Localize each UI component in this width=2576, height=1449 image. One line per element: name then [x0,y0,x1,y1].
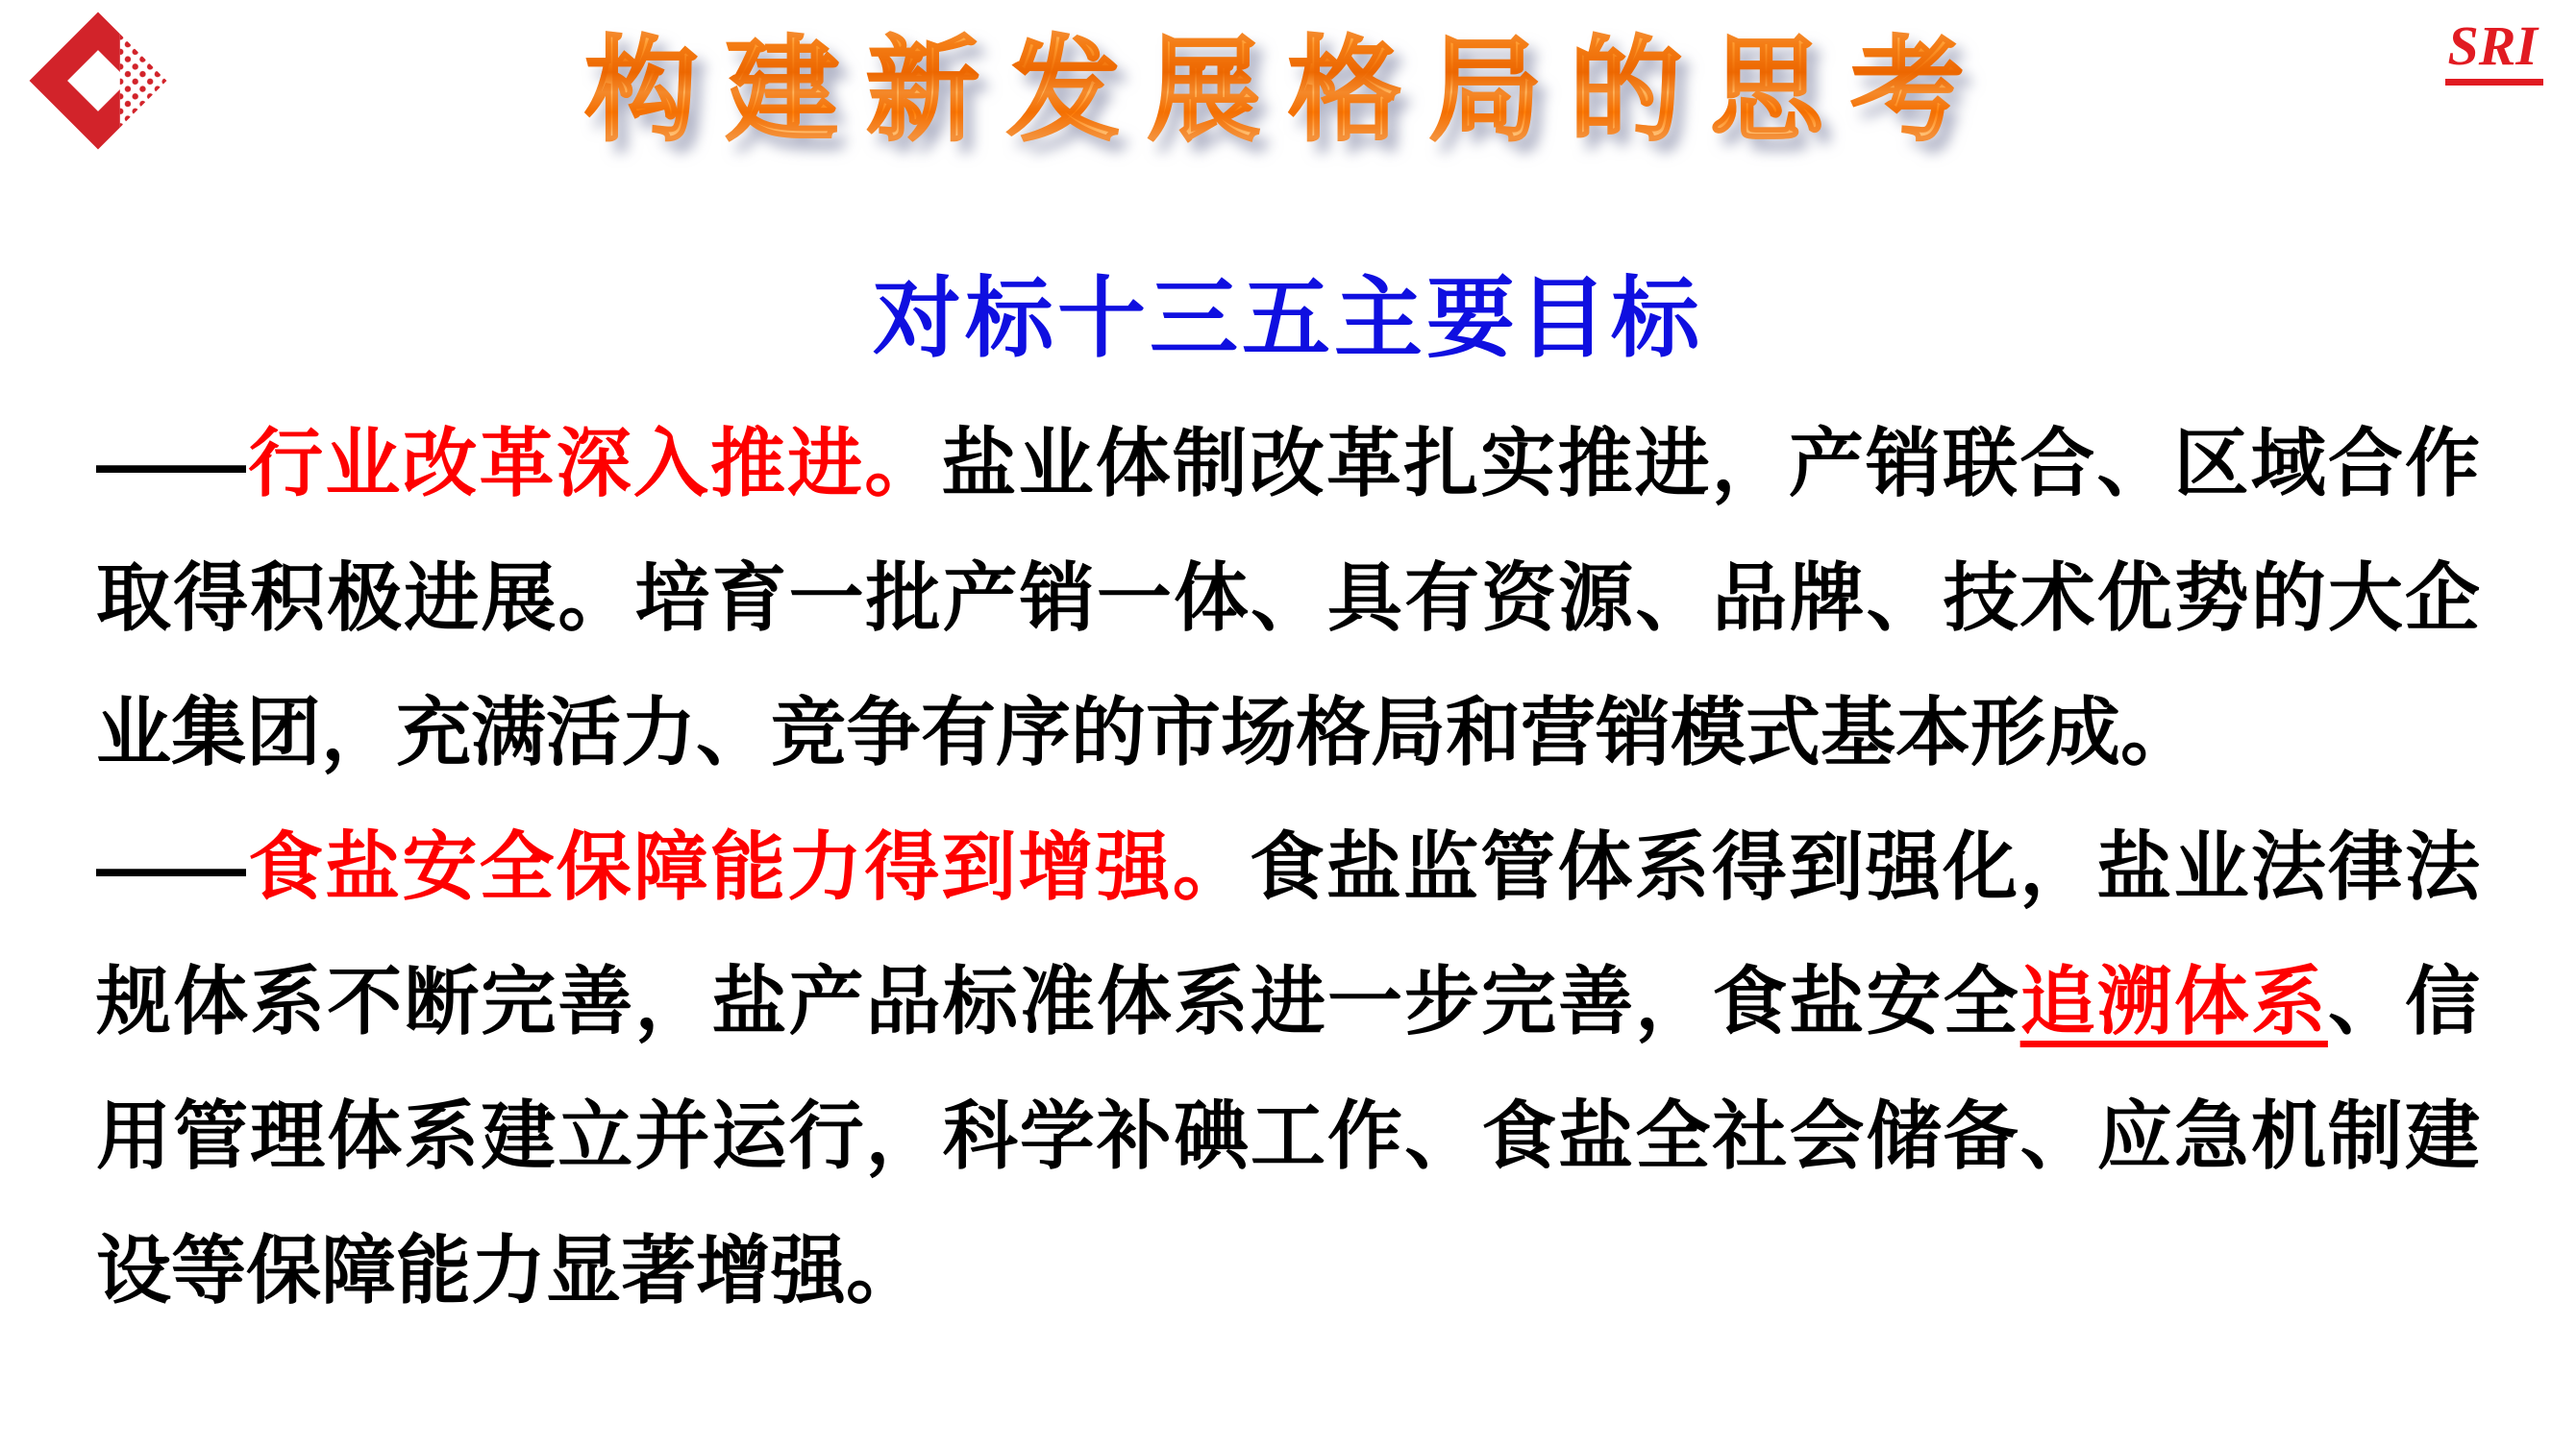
paragraph-lead-red: 行业改革深入推进。 [246,421,942,505]
paragraph-salt-safety [96,799,2480,1338]
brand-sri: SRI [2445,15,2543,86]
paragraph-body-text: 盐业体制改革扎实推进，产销联合、区域合作取得积极进展。培育一批产销一体、具有资源、品牌、技术优势的大企业集团，充满活力、竞争有序的市场格局和营销模式基本形成。 [96,421,2480,774]
em-dash: —— [96,824,246,909]
paragraph-body-text: 、信用管理体系建立并运行，科学补碘工作、食盐全社会储备、应急机制建设等保障能力显著增强。 [96,959,2480,1313]
paragraph-industry-reform [96,396,2480,799]
traceability-system-highlight: 追溯体系 [2019,959,2328,1044]
slide-subtitle: 对标十三五主要目标 [872,270,1703,368]
paragraph-body-text: 食盐监管体系得到强化，盐业法律法规体系不断完善，盐产品标准体系进一步完善，食盐安全 [96,824,2480,1044]
slide-title: 构建新发展格局的思考 [0,21,2576,163]
em-dash: —— [96,421,246,505]
paragraph-lead-red: 食盐安全保障能力得到增强。 [246,824,1250,909]
slide-body [96,396,2480,1338]
